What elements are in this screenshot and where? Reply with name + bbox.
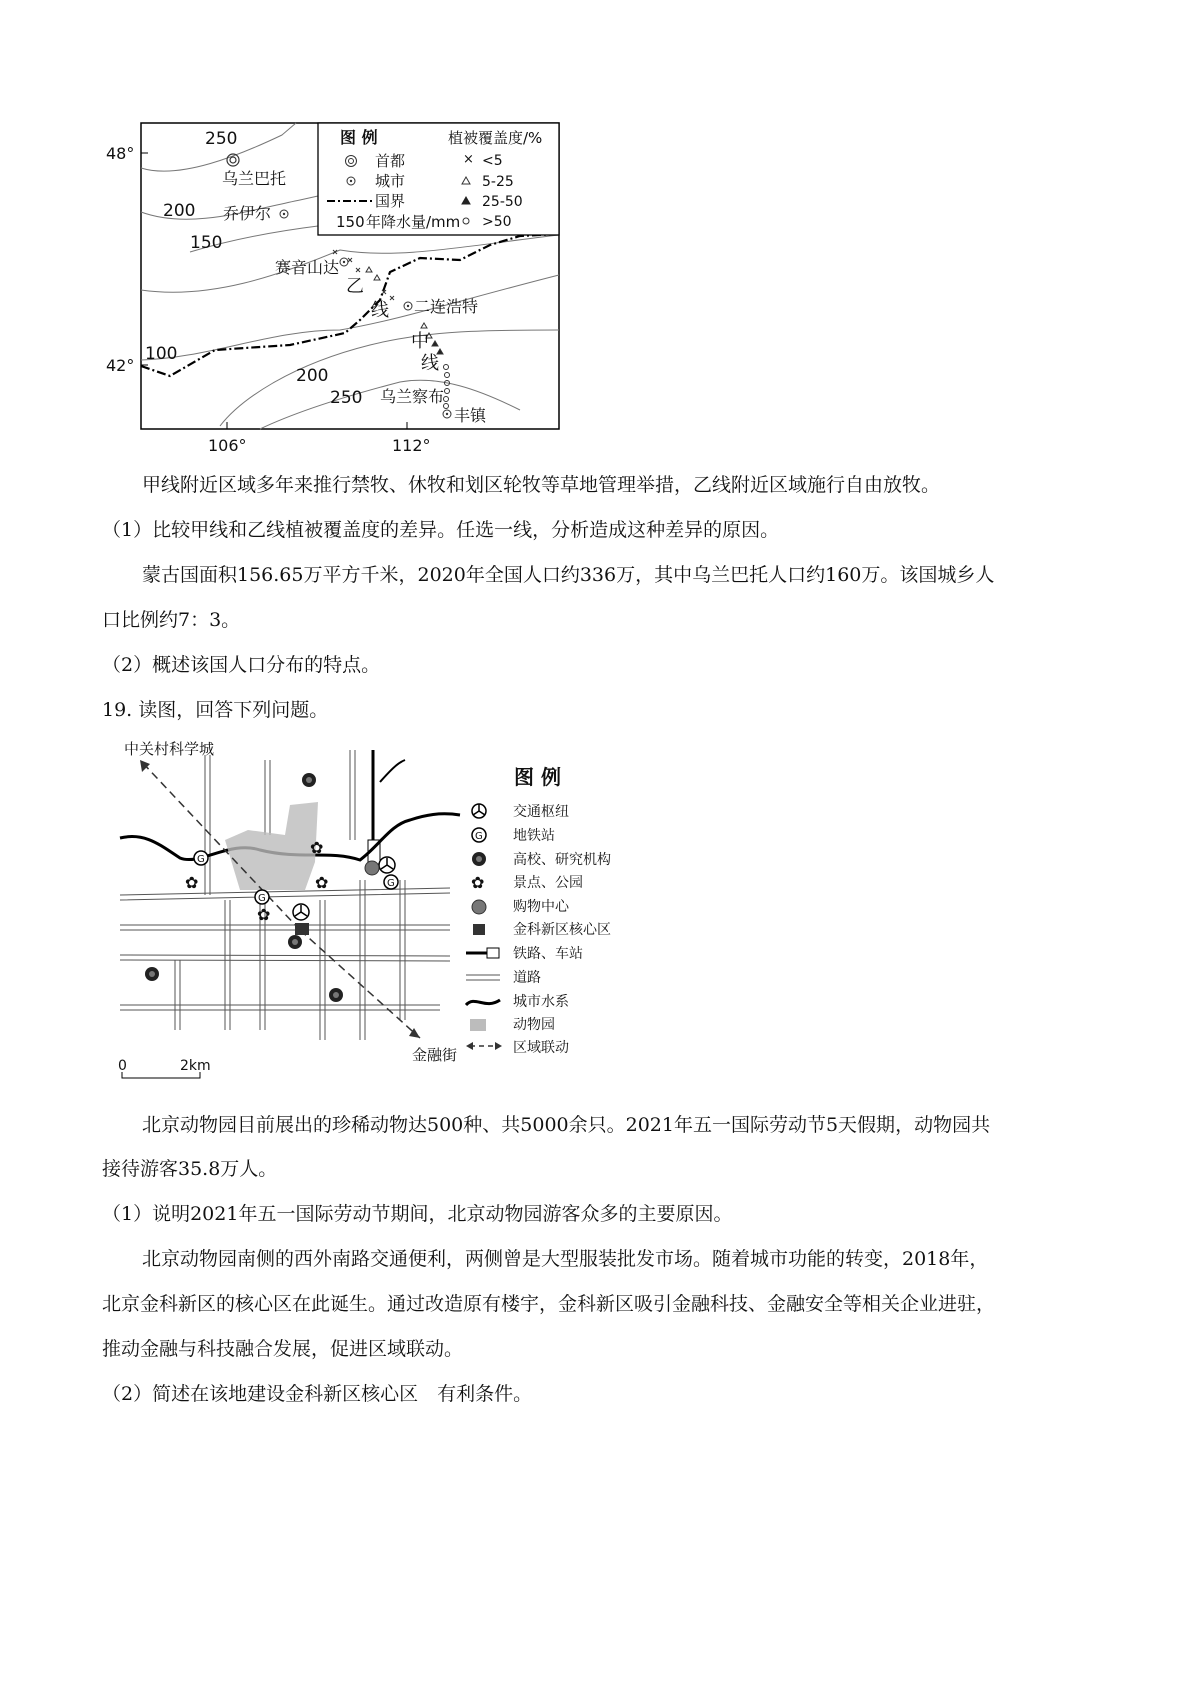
svg-text:地铁站: 地铁站 <box>513 828 555 844</box>
line-yi-label: 线 <box>371 300 389 321</box>
svg-text:景点、公园: 景点、公园 <box>513 875 583 891</box>
mall-icon <box>365 861 379 875</box>
metro-icon <box>194 851 208 865</box>
legend-isohyet-sample: 150 <box>336 213 365 231</box>
beijing-map <box>0 720 1200 1080</box>
isohyet-label: 250 <box>205 129 238 149</box>
svg-text:购物中心: 购物中心 <box>513 899 569 915</box>
lon-label-112: 112° <box>392 436 431 455</box>
isohyet-label: 200 <box>296 366 329 386</box>
svg-text:G: G <box>475 831 483 842</box>
lon-label-106: 106° <box>208 436 247 455</box>
roads <box>120 750 450 1040</box>
svg-text:金科新区核心区: 金科新区核心区 <box>513 922 611 938</box>
label-financial-street: 金融街 <box>412 1046 458 1064</box>
svg-text:铁路、车站: 铁路、车站 <box>513 946 583 962</box>
legend-park-icon: ✿ <box>471 873 485 892</box>
label-zhongguancun: 中关村科学城 <box>124 740 215 758</box>
svg-text:道路: 道路 <box>513 970 541 986</box>
line-yi-label: 乙 <box>346 276 364 297</box>
hub-icon <box>293 904 309 920</box>
legend-university-icon <box>472 852 486 866</box>
place-choir: 乔伊尔 <box>223 204 272 223</box>
mongolia-map <box>0 0 1200 470</box>
place-sainshand: 赛音山达 <box>275 258 340 277</box>
isohyet-label: 150 <box>190 233 223 253</box>
national-border <box>141 234 559 376</box>
city-icon <box>443 410 451 418</box>
city-icon <box>340 258 348 266</box>
lat-label-48: 48° <box>106 144 135 163</box>
svg-text:G: G <box>197 854 205 865</box>
question-19-2: （2）简述在该地建设金科新区核心区 有利条件。 <box>102 1383 533 1405</box>
svg-text:2km: 2km <box>180 1058 211 1074</box>
line-zhong-label: 线 <box>421 353 439 374</box>
svg-text:G: G <box>258 893 266 904</box>
isohyet-label: 200 <box>163 201 196 221</box>
svg-text:0: 0 <box>118 1058 127 1074</box>
paragraph-jinke: 北京动物园南侧的西外南路交通便利，两侧曾是大型服装批发市场。随着城市功能的转变，2018年， <box>142 1248 989 1270</box>
legend-city: 城市 <box>375 172 406 190</box>
isohyet-label: 250 <box>330 388 363 408</box>
svg-text:G: G <box>387 878 395 889</box>
map1-legend-title: 图 例 <box>340 128 378 147</box>
svg-text:高校、研究机构: 高校、研究机构 <box>513 852 611 868</box>
legend-core-icon <box>473 924 485 935</box>
place-ulaanbaatar: 乌兰巴托 <box>222 169 287 188</box>
hub-icon <box>379 857 395 873</box>
legend-capital: 首都 <box>375 152 406 170</box>
legend-veg1-icon: × <box>463 152 474 167</box>
legend-road-icon <box>466 975 500 980</box>
park-icon: ✿ <box>257 905 271 924</box>
paragraph-jinke-cont: 推动金融与科技融合发展，促进区域联动。 <box>102 1338 464 1360</box>
university-icon <box>145 967 159 981</box>
zoo-area <box>225 802 318 890</box>
legend-isohyet: 年降水量/mm <box>366 213 461 231</box>
park-icon: ✿ <box>310 838 324 857</box>
paragraph-jinke-cont: 北京金科新区的核心区在此诞生。通过改造原有楼宇，金科新区吸引金融科技、金融安全等相关企业进驻， <box>102 1293 996 1315</box>
map2-legend-title: 图 例 <box>514 765 561 789</box>
legend-veg3: 25-50 <box>482 194 523 210</box>
university-icon <box>329 988 343 1002</box>
metro-icon <box>255 890 269 904</box>
city-icon <box>280 210 288 218</box>
paragraph-zoo-cont: 接待游客35.8万人。 <box>102 1158 278 1180</box>
legend-border: 国界 <box>375 192 406 210</box>
university-icon <box>288 935 302 949</box>
legend-link-icon <box>466 1042 502 1050</box>
place-erenhot: 二连浩特 <box>414 297 479 316</box>
question-19: 19. 读图，回答下列问题。 <box>102 699 329 721</box>
legend-zoo-icon <box>470 1019 486 1031</box>
legend-veg2: 5-25 <box>482 174 514 190</box>
core-area <box>295 923 309 935</box>
university-icon <box>302 773 316 787</box>
svg-text:区域联动: 区域联动 <box>513 1040 569 1056</box>
line-zhong-label: 中 <box>411 331 429 352</box>
legend-veg1: <5 <box>482 153 503 169</box>
place-ulanqab: 乌兰察布 <box>380 387 445 406</box>
park-icon: ✿ <box>315 873 329 892</box>
question-1-1: （1）比较甲线和乙线植被覆盖度的差异。任选一线，分析造成这种差异的原因。 <box>102 519 780 541</box>
legend-rail-icon <box>466 948 499 958</box>
svg-text:动物园: 动物园 <box>513 1017 555 1033</box>
paragraph-mongolia-cont: 口比例约7：3。 <box>102 609 241 631</box>
isohyet-label: 100 <box>145 344 178 364</box>
legend-veg4: >50 <box>482 214 512 230</box>
place-fengzhen: 丰镇 <box>454 406 487 425</box>
paragraph-grazing: 甲线附近区域多年来推行禁牧、休牧和划区轮牧等草地管理举措，乙线附近区域施行自由放牧。 <box>142 474 941 496</box>
question-1-2: （2）概述该国人口分布的特点。 <box>102 654 381 676</box>
park-icon: ✿ <box>185 873 199 892</box>
city-icon <box>404 302 412 310</box>
legend-water-icon <box>466 1000 500 1005</box>
map2-legend <box>466 765 611 1056</box>
legend-hub-icon <box>472 804 486 818</box>
metro-icon <box>384 875 398 889</box>
scale-bar <box>118 1058 211 1078</box>
question-19-1: （1）说明2021年五一国际劳动节期间，北京动物园游客众多的主要原因。 <box>102 1203 733 1225</box>
paragraph-zoo: 北京动物园目前展出的珍稀动物达500种、共5000余只。2021年五一国际劳动节5天假期，动物园共 <box>142 1114 991 1136</box>
legend-mall-icon <box>472 900 486 914</box>
legend-metro-icon <box>472 828 486 842</box>
paragraph-mongolia: 蒙古国面积156.65万平方千米，2020年全国人口约336万，其中乌兰巴托人口约160万。该国城乡人 <box>142 564 995 586</box>
legend-veg-title: 植被覆盖度/% <box>448 129 543 147</box>
svg-text:交通枢纽: 交通枢纽 <box>513 804 569 820</box>
svg-text:城市水系: 城市水系 <box>513 994 569 1010</box>
lat-label-42: 42° <box>106 356 135 375</box>
